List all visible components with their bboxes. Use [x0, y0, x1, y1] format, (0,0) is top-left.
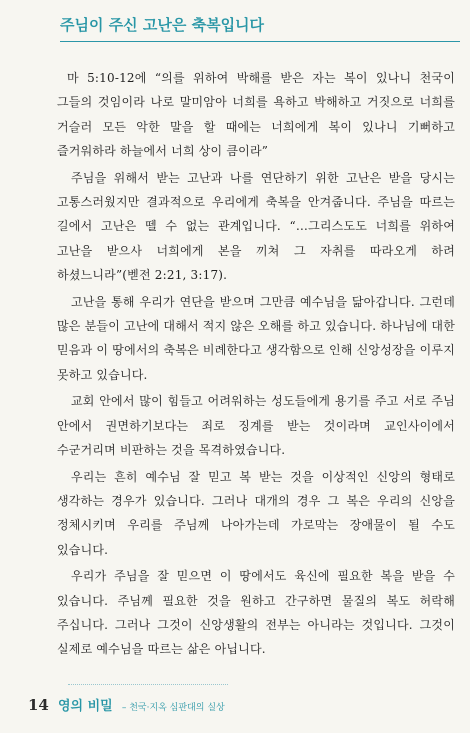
- chapter-title: 주님이 주신 고난은 축복입니다: [60, 16, 265, 34]
- scripture-quote-paragraph: 마 5:10-12에 “의를 위하여 박해를 받은 자는 복이 있나니 천국이 그들의 것임이라 나로 말미암아 너희를 욕하고 박해하고 거짓으로 너희를 거슬러 모든 악한 말을 할 때에는 너희에게 복이 있나니 기뻐하고 즐거워하라 하늘에서 너희 상이 큼이라”: [57, 71, 455, 159]
- body-paragraph: 우리가 주님을 잘 믿으면 이 땅에서도 육신에 필요한 복을 받을 수 있습니다. 주님께 필요한 것을 원하고 간구하면 물질의 복도 허락해 주십니다. 그러나 그것이 신앙생활의 전부는 아니라는 것입니다. 그것이 실제로 예수님을 따르는 삶은 아닙니다.: [57, 569, 455, 657]
- footer-decoration: [68, 684, 228, 691]
- chapter-header: [60, 6, 460, 42]
- book-title: 영의 비밀: [57, 699, 113, 714]
- page-footer: [28, 684, 448, 714]
- body-paragraph: 주님을 위해서 받는 고난과 나를 연단하기 위한 고난은 받을 당시는 고통스러웠지만 결과적으로 우리에게 축복을 안겨줍니다. 주님을 따르는 길에서 고난은 뗄 수 없는 관계입니다. “…그리스도도 너희를 위하여 고난을 받으사 너희에게 본을 끼쳐 그 자취를 따라오게 하려 하셨느니라”(벧전 2:21, 3:17).: [57, 170, 455, 283]
- page-number: 14: [28, 696, 49, 714]
- body-paragraph: 교회 안에서 많이 힘들고 어려워하는 성도들에게 용기를 주고 서로 주님 안에서 권면하기보다는 죄로 징계를 받는 것이라며 교인사이에서 수군거리며 비판하는 것을 목격하였습니다.: [57, 394, 455, 458]
- book-subtitle: – 천국·지옥 심판대의 실상: [121, 703, 225, 713]
- body-paragraph: 우리는 흔히 예수님 잘 믿고 복 받는 것을 이상적인 신앙의 형태로 생각하는 경우가 있습니다. 그러나 대개의 경우 그 복은 우리의 신앙을 정체시키며 우리를 주님께 나아가는데 가로막는 장애물이 될 수도 있습니다.: [57, 469, 455, 557]
- body-paragraph: 고난을 통해 우리가 연단을 받으며 그만큼 예수님을 닮아갑니다. 그런데 많은 분들이 고난에 대해서 적지 않은 오해를 하고 있습니다. 하나님에 대한 믿음과 이 땅에서의 축복은 비례한다고 생각함으로 인해 신앙성장을 이루지 못하고 있습니다.: [57, 294, 455, 382]
- body-text: [57, 66, 455, 664]
